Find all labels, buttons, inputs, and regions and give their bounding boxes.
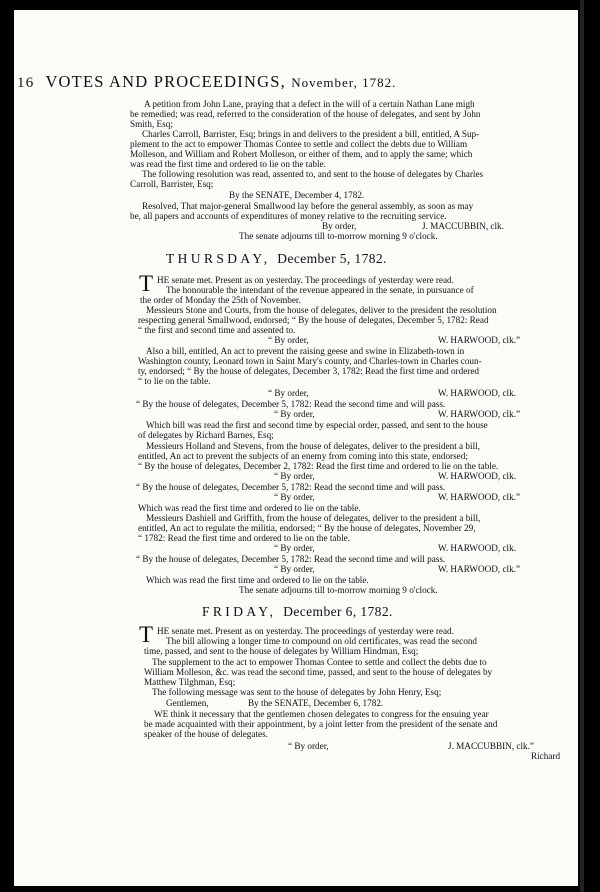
page-edge <box>580 0 584 892</box>
text-line: Smith, Esq; <box>130 119 173 129</box>
text-line: “ By the house of delegates, December 5, 1782: Read the second time and will pass. <box>136 482 446 492</box>
day-heading-friday: FRIDAY, December 6, 1782. <box>202 604 393 619</box>
text-line: Washington county, Leonard town in Saint Mary's county, and Charles-town in Charles coun- <box>138 356 482 366</box>
clerk-signature: W. HARWOOD, clk.” <box>438 409 521 419</box>
text-line: ty, endorsed; “ By the house of delegates, December 3, 1782: Read the first time and ordered <box>138 366 480 376</box>
text-line: time, passed, and sent to the house of delegates by William Hindman, Esq; <box>144 646 419 656</box>
drop-cap: T <box>139 271 154 296</box>
salutation: Gentlemen, <box>166 698 209 708</box>
page-number: 16 <box>17 75 35 91</box>
document-page <box>14 10 578 886</box>
text-line: be remedied; was read, referred to the consideration of the house of delegates, and sent by John <box>130 109 481 119</box>
text-line: “ the first and second time and assented to. <box>138 325 296 335</box>
text-line: the order of Monday the 25th of November. <box>140 295 301 305</box>
text-line: Also a bill, entitled, An act to prevent the raising geese and swine in Elizabeth-town in <box>146 346 465 356</box>
scan-border <box>584 0 600 892</box>
clerk-signature: W. HARWOOD, clk. <box>438 471 517 481</box>
text-line: Which was read the first time and ordered to lie on the table. <box>138 503 361 513</box>
clerk-signature: W. HARWOOD, clk. <box>438 388 517 398</box>
text-line: A petition from John Lane, praying that a defect in the will of a certain Nathan Lane migh <box>144 99 475 109</box>
by-order: “ By order, <box>288 741 329 751</box>
text-line: William Molleson, &c. was read the second time, passed, and sent to the house of delegates by <box>144 667 493 677</box>
text-line: of delegates by Richard Barnes, Esq; <box>138 430 274 440</box>
text-line: respecting general Smallwood, endorsed; “ By the house of delegates, December 5, 1782: Read <box>138 315 489 325</box>
text-line: Messieurs Holland and Stevens, from the house of delegates, deliver to the president a bill, <box>146 441 480 451</box>
text-line: Carroll, Barrister, Esq; <box>130 179 214 189</box>
text-line: be, all papers and accounts of expenditures of money relative to the recruiting service. <box>130 211 447 221</box>
text-line: Matthew Tilghman, Esq; <box>144 677 236 687</box>
text-line: be made acquainted with their appointment, by a joint letter from the president of the senate and <box>144 719 498 729</box>
by-order: “ By order, <box>274 409 315 419</box>
catchword: Richard <box>531 751 561 761</box>
day-heading-thursday: THURSDAY, December 5, 1782. <box>166 251 387 266</box>
by-order: “ By order, <box>274 543 315 553</box>
by-order: “ By order, <box>274 471 315 481</box>
clerk-signature: W. HARWOOD, clk.” <box>438 564 521 574</box>
text-line: “ to lie on the table. <box>138 376 211 386</box>
text-line: Charles Carroll, Barrister, Esq; brings in and delivers to the president a bill, entitled, A Sup- <box>142 129 480 139</box>
by-order: By order, <box>322 221 357 231</box>
clerk-signature: J. MACCUBBIN, clk.” <box>448 741 535 751</box>
page-header <box>17 72 527 92</box>
by-order: “ By order, <box>268 388 309 398</box>
senate-date-line: By the SENATE, December 4, 1782. <box>229 190 365 200</box>
text-line: speaker of the house of delegates. <box>144 729 268 739</box>
text-line: The supplement to the act to empower Thomas Contee to settle and collect the debts due to <box>152 657 487 667</box>
text-line: WE think it necessary that the gentlemen chosen delegates to congress for the ensuing year <box>154 709 489 719</box>
by-order: “ By order, <box>274 492 315 502</box>
clerk-signature: W. HARWOOD, clk.” <box>438 335 521 345</box>
adjournment: The senate adjourns till to-morrow morning 9 o'clock. <box>239 585 438 595</box>
text-line: The following resolution was read, assented to, and sent to the house of delegates by Charles <box>142 169 484 179</box>
clerk-signature: J. MACCUBBIN, clk. <box>422 221 504 231</box>
adjournment: The senate adjourns till to-morrow morning 9 o'clock. <box>239 231 438 241</box>
by-order: “ By order, <box>268 335 309 345</box>
text-line: The following message was sent to the house of delegates by John Henry, Esq; <box>152 687 442 697</box>
text-line: The bill allowing a longer time to compound on old certificates, was read the second <box>166 636 478 646</box>
text-line: “ 1782: Read the first time and ordered to lie on the table. <box>138 533 351 543</box>
text-line: entitled, An act to prevent the subjects of an enemy from coming into this state, endorsed; <box>138 451 468 461</box>
text-line: Which was read the first time and ordered to lie on the table. <box>146 575 369 585</box>
text-line: The honourable the intendant of the revenue appeared in the senate, in pursuance of <box>166 285 474 295</box>
by-order: “ By order, <box>274 564 315 574</box>
text-line: Which bill was read the first and second time by especial order, passed, and sent to the house <box>146 420 488 430</box>
header-date: November, 1782. <box>291 75 397 90</box>
clerk-signature: W. HARWOOD, clk. <box>438 543 517 553</box>
text-line: Messieurs Stone and Courts, from the house of delegates, deliver to the president the resolution <box>146 305 497 315</box>
header-title: VOTES AND PROCEEDINGS, <box>45 72 286 91</box>
senate-date-line: By the SENATE, December 6, 1782. <box>248 698 384 708</box>
text-line: Messieurs Dashiell and Griffith, from the house of delegates, deliver to the president a bill, <box>146 513 481 523</box>
text-line: Resolved, That major-general Smallwood lay before the general assembly, as soon as may <box>142 201 474 211</box>
text-line: HE senate met. Present as on yesterday. The proceedings of yesterday were read. <box>157 626 454 636</box>
clerk-signature: W. HARWOOD, clk.” <box>438 492 521 502</box>
text-line: plement to the act to empower Thomas Contee to settle and collect the debts due to William <box>130 139 468 149</box>
text-line: HE senate met. Present as on yesterday. The proceedings of yesterday were read. <box>157 275 454 285</box>
drop-cap: T <box>139 622 154 647</box>
text-line: Molleson, and William and Robert Molleson, or either of them, and to apply the same; which <box>130 149 473 159</box>
text-line: “ By the house of delegates, December 5, 1782: Read the second time and will pass. <box>136 554 446 564</box>
text-line: was read the first time and ordered to lie on the table. <box>130 159 326 169</box>
text-line: “ By the house of delegates, December 2, 1782: Read the first time and ordered to lie on the table. <box>138 461 499 471</box>
text-line: entitled, An act to regulate the militia, endorsed; “ By the house of delegates, November 29, <box>138 523 476 533</box>
text-line: “ By the house of delegates, December 5, 1782: Read the second time and will pass. <box>136 399 446 409</box>
